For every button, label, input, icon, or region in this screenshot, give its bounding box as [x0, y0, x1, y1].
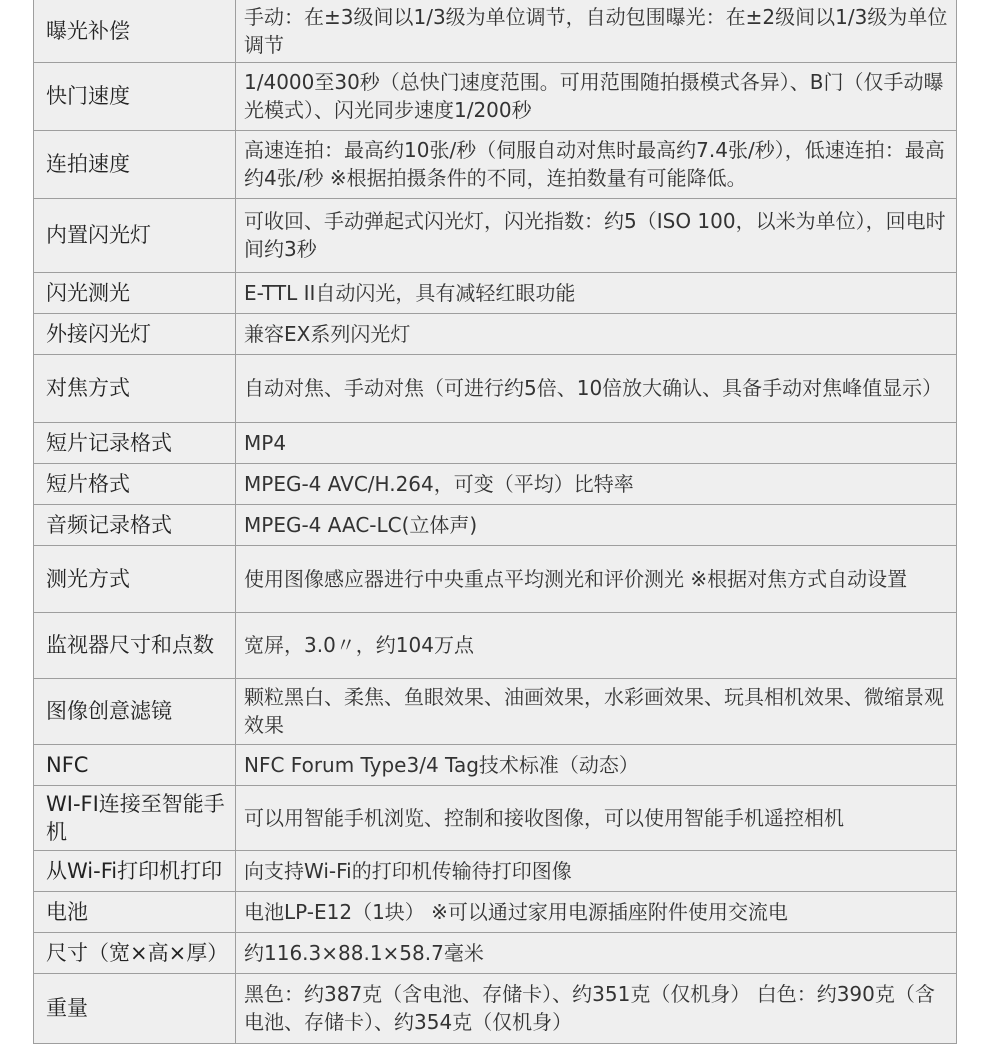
spec-value: 电池LP-E12（1块） ※可以通过家用电源插座附件使用交流电 [236, 891, 957, 932]
spec-label: NFC [34, 744, 236, 785]
spec-label: 闪光测光 [34, 272, 236, 313]
spec-row-metering-mode [34, 545, 957, 612]
spec-row-flash-metering [34, 272, 957, 313]
spec-row-audio-recording-format [34, 504, 957, 545]
spec-row-wifi-printer [34, 850, 957, 891]
spec-value: MP4 [236, 422, 957, 463]
spec-value: 兼容EX系列闪光灯 [236, 313, 957, 354]
spec-value: 可以用智能手机浏览、控制和接收图像，可以使用智能手机遥控相机 [236, 785, 957, 850]
spec-row-shutter-speed [34, 62, 957, 130]
spec-value: 可收回、手动弹起式闪光灯，闪光指数：约5（ISO 100，以米为单位），回电时间约3秒 [236, 198, 957, 272]
spec-label: 测光方式 [34, 545, 236, 612]
spec-value: 宽屏，3.0〃，约104万点 [236, 612, 957, 678]
spec-row-creative-filters [34, 678, 957, 744]
spec-value: 自动对焦、手动对焦（可进行约5倍、10倍放大确认、具备手动对焦峰值显示） [236, 354, 957, 422]
spec-row-external-flash [34, 313, 957, 354]
spec-label: 图像创意滤镜 [34, 678, 236, 744]
spec-value: 颗粒黑白、柔焦、鱼眼效果、油画效果，水彩画效果、玩具相机效果、微缩景观效果 [236, 678, 957, 744]
spec-label: 短片记录格式 [34, 422, 236, 463]
spec-row-nfc [34, 744, 957, 785]
spec-value: 使用图像感应器进行中央重点平均测光和评价测光 ※根据对焦方式自动设置 [236, 545, 957, 612]
spec-row-burst-speed [34, 130, 957, 198]
spec-table [33, 0, 957, 1044]
spec-value: NFC Forum Type3/4 Tag技术标准（动态） [236, 744, 957, 785]
spec-label: 外接闪光灯 [34, 313, 236, 354]
spec-row-built-in-flash [34, 198, 957, 272]
spec-label: 曝光补偿 [34, 0, 236, 62]
spec-row-movie-recording-format [34, 422, 957, 463]
spec-value: 手动：在±3级间以1/3级为单位调节，自动包围曝光：在±2级间以1/3级为单位调节 [236, 0, 957, 62]
spec-row-monitor-size [34, 612, 957, 678]
spec-label: 连拍速度 [34, 130, 236, 198]
spec-row-focus-mode [34, 354, 957, 422]
spec-label: 内置闪光灯 [34, 198, 236, 272]
spec-value: 高速连拍：最高约10张/秒（伺服自动对焦时最高约7.4张/秒），低速连拍：最高约4张/秒 ※根据拍摄条件的不同，连拍数量有可能降低。 [236, 130, 957, 198]
spec-label: 短片格式 [34, 463, 236, 504]
spec-value: E-TTL II自动闪光，具有减轻红眼功能 [236, 272, 957, 313]
spec-row-wifi-smartphone [34, 785, 957, 850]
spec-row-movie-format [34, 463, 957, 504]
spec-row-dimensions [34, 932, 957, 973]
spec-value: 约116.3×88.1×58.7毫米 [236, 932, 957, 973]
spec-label: WI-FI连接至智能手机 [34, 785, 236, 850]
spec-label: 尺寸（宽×高×厚） [34, 932, 236, 973]
spec-value: MPEG-4 AAC-LC(立体声) [236, 504, 957, 545]
spec-label: 重量 [34, 973, 236, 1043]
spec-row-weight [34, 973, 957, 1043]
spec-value: MPEG-4 AVC/H.264，可变（平均）比特率 [236, 463, 957, 504]
spec-value: 黑色：约387克（含电池、存储卡）、约351克（仅机身） 白色：约390克（含电池、存储卡）、约354克（仅机身） [236, 973, 957, 1043]
spec-label: 音频记录格式 [34, 504, 236, 545]
spec-value: 1/4000至30秒（总快门速度范围。可用范围随拍摄模式各异）、B门（仅手动曝光模式）、闪光同步速度1/200秒 [236, 62, 957, 130]
spec-row-battery [34, 891, 957, 932]
spec-value: 向支持Wi-Fi的打印机传输待打印图像 [236, 850, 957, 891]
spec-label: 电池 [34, 891, 236, 932]
spec-label: 快门速度 [34, 62, 236, 130]
spec-row-exposure-compensation [34, 0, 957, 62]
spec-label: 对焦方式 [34, 354, 236, 422]
spec-label: 从Wi-Fi打印机打印 [34, 850, 236, 891]
spec-label: 监视器尺寸和点数 [34, 612, 236, 678]
